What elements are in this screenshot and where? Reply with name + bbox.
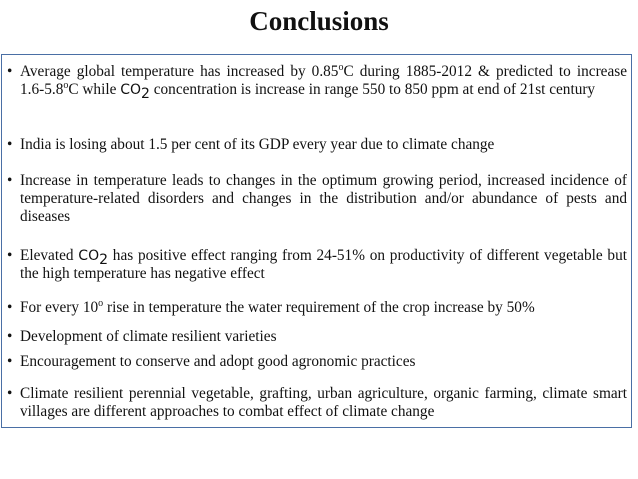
bullet-marker: •	[7, 299, 13, 316]
bullet-approaches	[2, 385, 631, 421]
bullet-text: Elevated $CO_2$ has positive effect ranging from 24-51% on productivity of different vegetable but the high temperature has negative effect	[20, 247, 627, 282]
bullet-agronomic-practices	[2, 353, 631, 371]
bullet-temperature-effects	[2, 172, 631, 226]
bullet-text: Climate resilient perennial vegetable, grafting, urban agriculture, organic farming, climate smart villages are different approaches to combat effect of climate change	[20, 385, 627, 420]
bullet-india-gdp	[2, 136, 631, 154]
bullet-marker: •	[7, 385, 13, 402]
bullet-marker: •	[7, 353, 13, 370]
bullet-text: Average global temperature has increased by 0.85$^o$C during 1885-2012 & predicted to increase 1.6-5.8$^o$C while $CO_2$ concentration is increase in range 550 to 850 ppm at end of 21st century	[20, 61, 627, 103]
slide-title: Conclusions	[249, 6, 389, 36]
content-box	[1, 54, 632, 428]
bullet-text: For every 10$^o$ rise in temperature the water requirement of the crop increase by 50%	[20, 297, 535, 316]
title-bar	[0, 0, 638, 42]
bullet-marker: •	[7, 63, 13, 80]
bullet-elevated-co2	[2, 247, 631, 283]
bullet-marker: •	[7, 172, 13, 189]
bullet-text: Increase in temperature leads to changes in the optimum growing period, increased incidence of temperature-related disorders and changes in the distribution and/or abundance of pests and diseases	[20, 172, 627, 225]
bullet-text: Encouragement to conserve and adopt good agronomic practices	[20, 353, 416, 370]
bullet-marker: •	[7, 328, 13, 345]
bullet-water-requirement	[2, 299, 631, 317]
bullet-text: Development of climate resilient varieties	[20, 328, 277, 345]
bullet-marker: •	[7, 136, 13, 153]
bullet-marker: •	[7, 247, 13, 264]
bullet-text: India is losing about 1.5 per cent of its GDP every year due to climate change	[20, 136, 495, 153]
bullet-global-temperature	[2, 61, 631, 103]
bullet-resilient-varieties	[2, 328, 631, 346]
